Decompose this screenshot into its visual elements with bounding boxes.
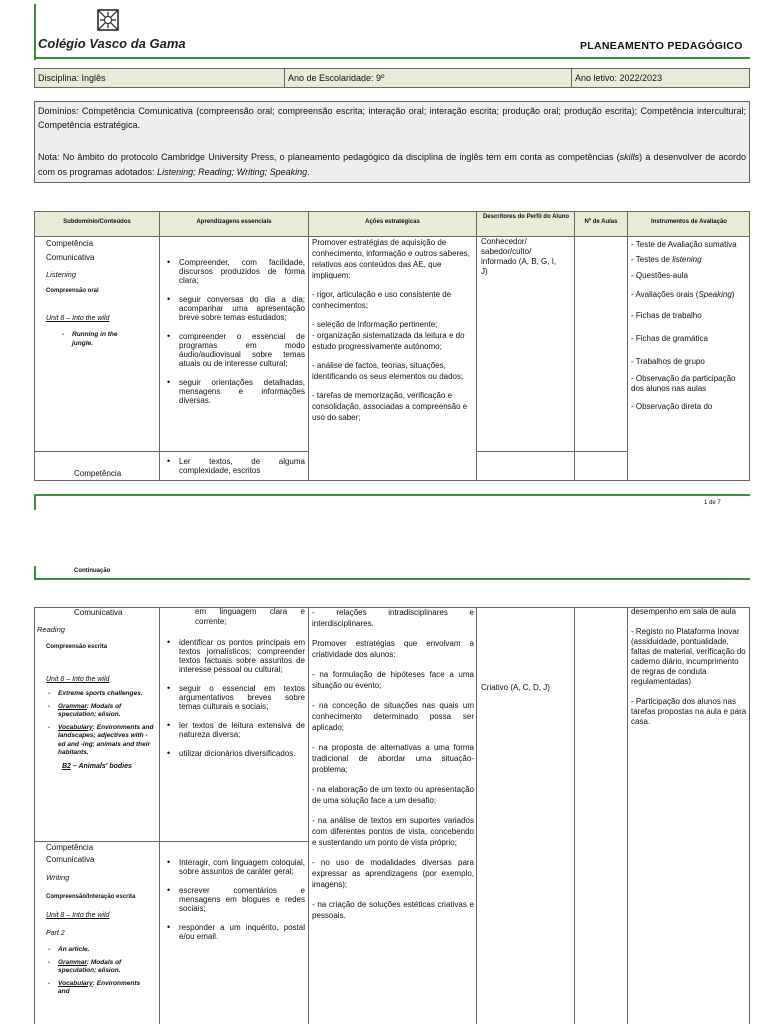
competencia-label: Competência Comunicativa — [46, 843, 95, 864]
page2-border-top-line — [34, 578, 750, 580]
instrumento-prefix: - Testes de — [631, 255, 673, 264]
acao-item: - no uso de modalidades diversas para expressar as aprendizagens (por exemplo, imagens); — [312, 858, 474, 889]
aprendizagens-next-cell — [165, 457, 305, 485]
header-acoes: Ações estratégicas — [365, 219, 420, 225]
acao-item: - relações intradisciplinares e interdisciplinares. — [312, 608, 474, 628]
content-item: - Extreme sports challenges. — [46, 690, 154, 699]
unit-label: Unit 8 – Into the wild — [46, 676, 110, 683]
nota-part-a: Nota: No âmbito do protocolo Cambridge University Press, o planeamento pedagógico da disciplina de inglês tem em conta as competências ( — [38, 152, 620, 162]
content-item-label: Vocabulary — [58, 979, 93, 987]
skill-writing: Writing — [46, 873, 70, 882]
unit-label: Unit 8 – Into the wild — [46, 912, 110, 919]
b2-code: B2 — [62, 762, 71, 770]
school-name: Colégio Vasco da Gama — [38, 36, 186, 51]
col-divider — [476, 607, 477, 1024]
competencia-cont: Comunicativa — [74, 608, 123, 617]
aprendizagem-item: • Ler textos, de alguma complexidade, escritos — [165, 457, 305, 475]
header-subdominio: Subdomínio/Conteúdos — [63, 219, 131, 225]
aprendizagem-item: • identificar os pontos principais em textos jornalísticos; compreender textos factuais sobre assuntos de interesse pessoal ou cultural; — [165, 638, 305, 674]
header-aulas: Nº de Aulas — [584, 219, 618, 225]
instrumento-listening: listening — [672, 255, 702, 264]
acao-item: - na conceção de situações nas quais um conhecimento determinado possa ser aplicado; — [312, 701, 474, 732]
acoes-cell-2 — [312, 607, 474, 930]
instrumento-item: - Teste de Avaliação sumativa — [631, 240, 737, 249]
col-divider — [627, 607, 628, 1024]
descritores-cell: Conhecedor/ sabedor/culto/ informado (A, B, G, I, J) — [481, 237, 557, 276]
acao-item: - análise de factos, teorias, situações, identificando os seus elementos ou dados; — [312, 361, 464, 381]
content-item-label: Grammar — [58, 958, 87, 966]
acao-item: - na elaboração de um texto ou apresentação de uma solução face a um desafio; — [312, 785, 474, 805]
header-aprendizagens: Aprendizagens essenciais — [196, 219, 272, 225]
skill-reading: Reading — [37, 625, 65, 634]
disciplina-label: Disciplina: Inglês — [38, 73, 106, 83]
competencia-next: Competência — [74, 469, 122, 478]
acao-item: Promover estratégias de aquisição de conhecimento, informação e outros saberes, relativos aos conteúdos das AE, que impliquem: — [312, 238, 470, 280]
content-item — [46, 959, 146, 976]
aprendizagem-item: • seguir conversas do dia a dia; acompanhar uma apresentação breve sobre temas estudados; — [165, 295, 305, 322]
aprendizagem-item: • responder a um inquérito, postal e/ou email. — [165, 923, 305, 941]
domains-text: Domínios: Competência Comunicativa (compreensão oral; compreensão escrita; interação oral; interação escrita; produção oral; produção escrita); Competência intercultural; Competência estratégica. — [38, 106, 746, 130]
row-divider — [34, 451, 308, 452]
aprendizagem-cont: em linguagem clara e corrente; — [195, 607, 305, 626]
acao-item: - rigor, articulação e uso consistente de conhecimentos; — [312, 290, 452, 310]
ano-letivo-label: Ano letivo: 2022/2023 — [575, 73, 663, 83]
info-divider — [284, 68, 285, 88]
instrumento-item: - Observação direta do — [631, 402, 713, 411]
area-compreensao-oral: Compreensão oral — [46, 288, 99, 294]
acoes-cell — [312, 237, 474, 423]
content-item-label: Vocabulary — [58, 723, 93, 731]
col-divider — [308, 211, 309, 481]
content-item-text: : Environments and — [58, 979, 141, 995]
content-item — [46, 703, 154, 720]
acao-item: - na formulação de hipóteses face a uma situação ou evento; — [312, 670, 474, 690]
nota-end: . — [307, 167, 310, 177]
col-divider — [627, 211, 628, 481]
document-title: PLANEAMENTO PEDAGÓGICO — [580, 40, 743, 52]
topic-item: - Running in the jungle. — [60, 331, 140, 348]
subdomain-cell-writing — [46, 842, 156, 1001]
instrumento-item: - Fichas de trabalho — [631, 311, 702, 320]
instrumentos-cell-2 — [631, 607, 747, 727]
page-number: 1 de 7 — [704, 500, 721, 506]
aprendizagem-item: • utilizar dicionários diversificados. — [165, 749, 305, 758]
aprendizagens-cell-reading — [165, 607, 305, 768]
header-instrumentos: Instrumentos de Avaliação — [651, 219, 727, 225]
instrumentos-cell — [631, 238, 747, 412]
descritores-cell-2: Criativo (A, C, D, J) — [481, 683, 550, 692]
col-divider — [159, 211, 160, 481]
nota-programs: Listening; Reading; Writing; Speaking — [157, 167, 308, 177]
area-compreensao-escrita: Compreensão escrita — [46, 644, 108, 650]
subdomain-cell-listening — [46, 237, 156, 352]
instrumento-item: - Registo no Plataforma Inovar (assiduidade, pontualidade, faltas de material, verificação do caderno diário, incumprimento de regras de conduta regulamentadas) — [631, 627, 746, 686]
instrumento-item: - Participação dos alunos nas tarefas propostas na aula e para casa. — [631, 697, 747, 726]
page-footer-line — [34, 494, 750, 496]
part-label: Part 2 — [46, 930, 65, 937]
content-item: - An article. — [46, 946, 146, 955]
aprendizagem-item: • seguir orientações detalhadas, mensagens e informações diversas. — [165, 378, 305, 405]
acao-item: - na proposta de alternativas a uma forma tradicional de abordar uma situação-problema; — [312, 743, 474, 774]
aprendizagem-item: • Interagir, com linguagem coloquial, sobre assuntos de caráter geral; — [165, 858, 305, 876]
acao-item: - na análise de textos em suportes variados com diferentes pontos de vista, concebendo e sustentando um ponto de vista próprio; — [312, 816, 474, 847]
unit-label: Unit 8 – Into the wild — [46, 315, 110, 322]
nota-text — [38, 150, 746, 180]
b2-item — [62, 762, 157, 771]
instrumento-item: - Trabalhos de grupo — [631, 357, 705, 366]
col-divider — [159, 607, 160, 1024]
content-item-text: : Environments and landscapes; adjectives with -ed and -ing; animals and their habitants. — [58, 723, 154, 756]
header-descritores: Descritores do Perfil do Aluno — [482, 214, 570, 220]
col-divider — [476, 211, 477, 481]
instrumento-suffix: ) — [731, 290, 735, 299]
acao-item: - na criação de soluções estéticas criativas e pessoais. — [312, 900, 474, 920]
instrumento-item: desempenho em sala de aula — [631, 607, 736, 616]
page-border-left — [34, 4, 36, 60]
instrumento-item: - Fichas de gramática — [631, 334, 708, 343]
content-item-label: Grammar — [58, 702, 87, 710]
aprendizagem-item: • Compreender, com facilidade, discursos produzidos de forma clara; — [165, 258, 305, 285]
competencia-label: Competência Comunicativa — [46, 239, 95, 262]
col-divider — [308, 607, 309, 1024]
acao-item: - seleção de informação pertinente; — [312, 320, 438, 329]
area-interacao-escrita: Compreensão/Interação escrita — [46, 894, 136, 900]
content-item-text: : Modals of speculation; elision. — [58, 958, 122, 974]
instrumento-item — [631, 289, 747, 300]
content-item-text: : Modals of speculation; elision. — [58, 702, 122, 718]
instrumento-prefix: - Avaliações orais ( — [631, 290, 699, 299]
instrumento-item: - Questões-aula — [631, 271, 688, 280]
aprendizagens-cell-writing — [165, 858, 305, 951]
instrumento-item: - Observação da participação dos alunos nas aulas — [631, 374, 736, 393]
skill-listening: Listening — [46, 270, 77, 279]
nota-part-b: ) a desenvolver de acordo com os programas adotados: — [38, 152, 747, 177]
nota-skills: skills — [619, 152, 640, 162]
aprendizagem-item: • escrever comentários e mensagens em blogues e redes sociais; — [165, 886, 305, 913]
aprendizagem-item: • compreender o essencial de programas em modo áudio/audiovisual sobre temas atuais ou de interesse cultural; — [165, 332, 305, 368]
b2-text: – Animals' bodies — [70, 762, 132, 770]
acao-item: - organização sistematizada da leitura e do estudo progressivamente autónomo; — [312, 331, 465, 351]
col-divider — [574, 211, 575, 481]
instrumento-speaking: Speaking — [698, 290, 732, 299]
page-footer-border — [34, 494, 36, 510]
aprendizagens-cell — [165, 258, 305, 415]
instrumento-item — [631, 254, 747, 265]
ano-escolaridade-label: Ano de Escolaridade: 9º — [288, 73, 385, 83]
info-divider — [571, 68, 572, 88]
content-item — [46, 980, 146, 997]
col-divider — [574, 607, 575, 1024]
continuacao-label: Continuação — [74, 568, 111, 574]
page-border-top-line — [34, 57, 750, 59]
acao-item: Promover estratégias que envolvam a criatividade dos alunos: — [312, 639, 474, 659]
school-logo — [96, 8, 120, 32]
aprendizagem-item: • seguir o essencial em textos argumentativos breves sobre temas culturais e sociais; — [165, 684, 305, 711]
row-divider — [476, 451, 627, 452]
content-item — [46, 724, 154, 758]
acao-item: - tarefas de memorização, verificação e consolidação, associadas a compreensão e uso do saber; — [312, 391, 468, 422]
subdomain-cell-reading — [37, 607, 157, 771]
aprendizagem-item: • ler textos de leitura extensiva de natureza diversa; — [165, 721, 305, 739]
